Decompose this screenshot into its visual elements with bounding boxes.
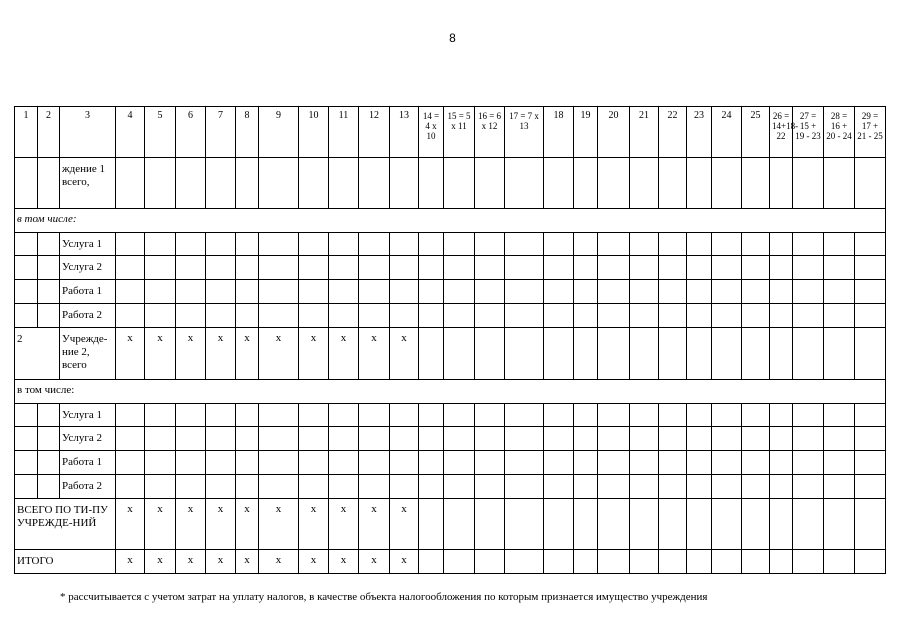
table-row-institution-2 [15,328,886,380]
header-cell: 26 = 14+18-22 [770,107,793,158]
header-row [15,107,886,158]
header-cell: 11 [329,107,359,158]
header-cell: 29 = 17 + 21 - 25 [855,107,886,158]
table-row-section [15,380,886,404]
table-row-work-1 [15,451,886,475]
header-cell: 20 [598,107,630,158]
x-mark: х [176,550,206,574]
header-cell: 5 [145,107,176,158]
table-row-grand-total [15,550,886,574]
row-label: Услуга 2 [60,256,116,280]
header-cell: 4 [116,107,145,158]
table-row-service-1 [15,404,886,427]
x-mark: х [259,499,299,550]
x-mark: х [206,328,236,380]
x-mark: х [206,550,236,574]
x-mark: х [359,550,390,574]
header-cell: 9 [259,107,299,158]
page-number: 8 [449,31,456,45]
header-cell: 28 = 16 + 20 - 24 [824,107,855,158]
table-row-service-1 [15,233,886,256]
row-label: Работа 2 [60,304,116,328]
x-mark: х [236,328,259,380]
row-label: Работа 2 [60,475,116,499]
x-mark: х [176,499,206,550]
header-cell: 14 = 4 x 10 [419,107,444,158]
row-label: ВСЕГО ПО ТИ-ПУ УЧРЕЖДЕ-НИЙ [15,499,116,550]
footnote: * рассчитывается с учетом затрат на уплату налогов, в качестве объекта налогообложения по которым признается имущество учреждения [60,591,708,603]
x-mark: х [145,328,176,380]
header-cell: 8 [236,107,259,158]
x-mark: х [116,328,145,380]
header-cell: 18 [544,107,574,158]
header-cell: 13 [390,107,419,158]
header-cell: 16 = 6 x 12 [475,107,505,158]
table-row-work-1 [15,280,886,304]
table-row-institution-1 [15,158,886,209]
row-label: ждение 1 всего, [60,158,116,209]
table-row-section [15,209,886,233]
row-label: Услуга 1 [60,233,116,256]
header-cell: 6 [176,107,206,158]
x-mark: х [299,499,329,550]
section-label: в том числе: [15,380,886,404]
row-label: Работа 1 [60,451,116,475]
x-mark: х [299,550,329,574]
x-mark: х [390,328,419,380]
x-mark: х [299,328,329,380]
header-cell: 27 = 15 + 19 - 23 [793,107,824,158]
row-label: ИТОГО [15,550,116,574]
row-number: 2 [15,328,60,380]
x-mark: х [390,499,419,550]
x-mark: х [145,550,176,574]
x-mark: х [390,550,419,574]
table-row-service-2 [15,256,886,280]
row-label: Услуга 1 [60,404,116,427]
header-cell: 12 [359,107,390,158]
x-mark: х [329,499,359,550]
table-row-total-by-type [15,499,886,550]
header-cell: 3 [60,107,116,158]
cost-table [14,106,886,574]
header-cell: 17 = 7 x 13 [505,107,544,158]
table-row-service-2 [15,427,886,451]
header-cell: 15 = 5 x 11 [444,107,475,158]
x-mark: х [359,499,390,550]
section-label: в том числе: [15,209,886,233]
header-cell: 21 [630,107,659,158]
header-cell: 2 [38,107,60,158]
header-cell: 23 [687,107,712,158]
header-cell: 24 [712,107,742,158]
x-mark: х [116,550,145,574]
row-label: Учрежде-ние 2, всего [60,328,116,380]
x-mark: х [329,328,359,380]
x-mark: х [236,499,259,550]
header-cell: 1 [15,107,38,158]
row-label: Услуга 2 [60,427,116,451]
row-label: Работа 1 [60,280,116,304]
header-cell: 7 [206,107,236,158]
x-mark: х [259,550,299,574]
header-cell: 10 [299,107,329,158]
x-mark: х [206,499,236,550]
x-mark: х [176,328,206,380]
x-mark: х [116,499,145,550]
x-mark: х [145,499,176,550]
table-row-work-2 [15,304,886,328]
header-cell: 19 [574,107,598,158]
x-mark: х [259,328,299,380]
table-row-work-2 [15,475,886,499]
header-cell: 22 [659,107,687,158]
x-mark: х [236,550,259,574]
header-cell: 25 [742,107,770,158]
x-mark: х [359,328,390,380]
x-mark: х [329,550,359,574]
